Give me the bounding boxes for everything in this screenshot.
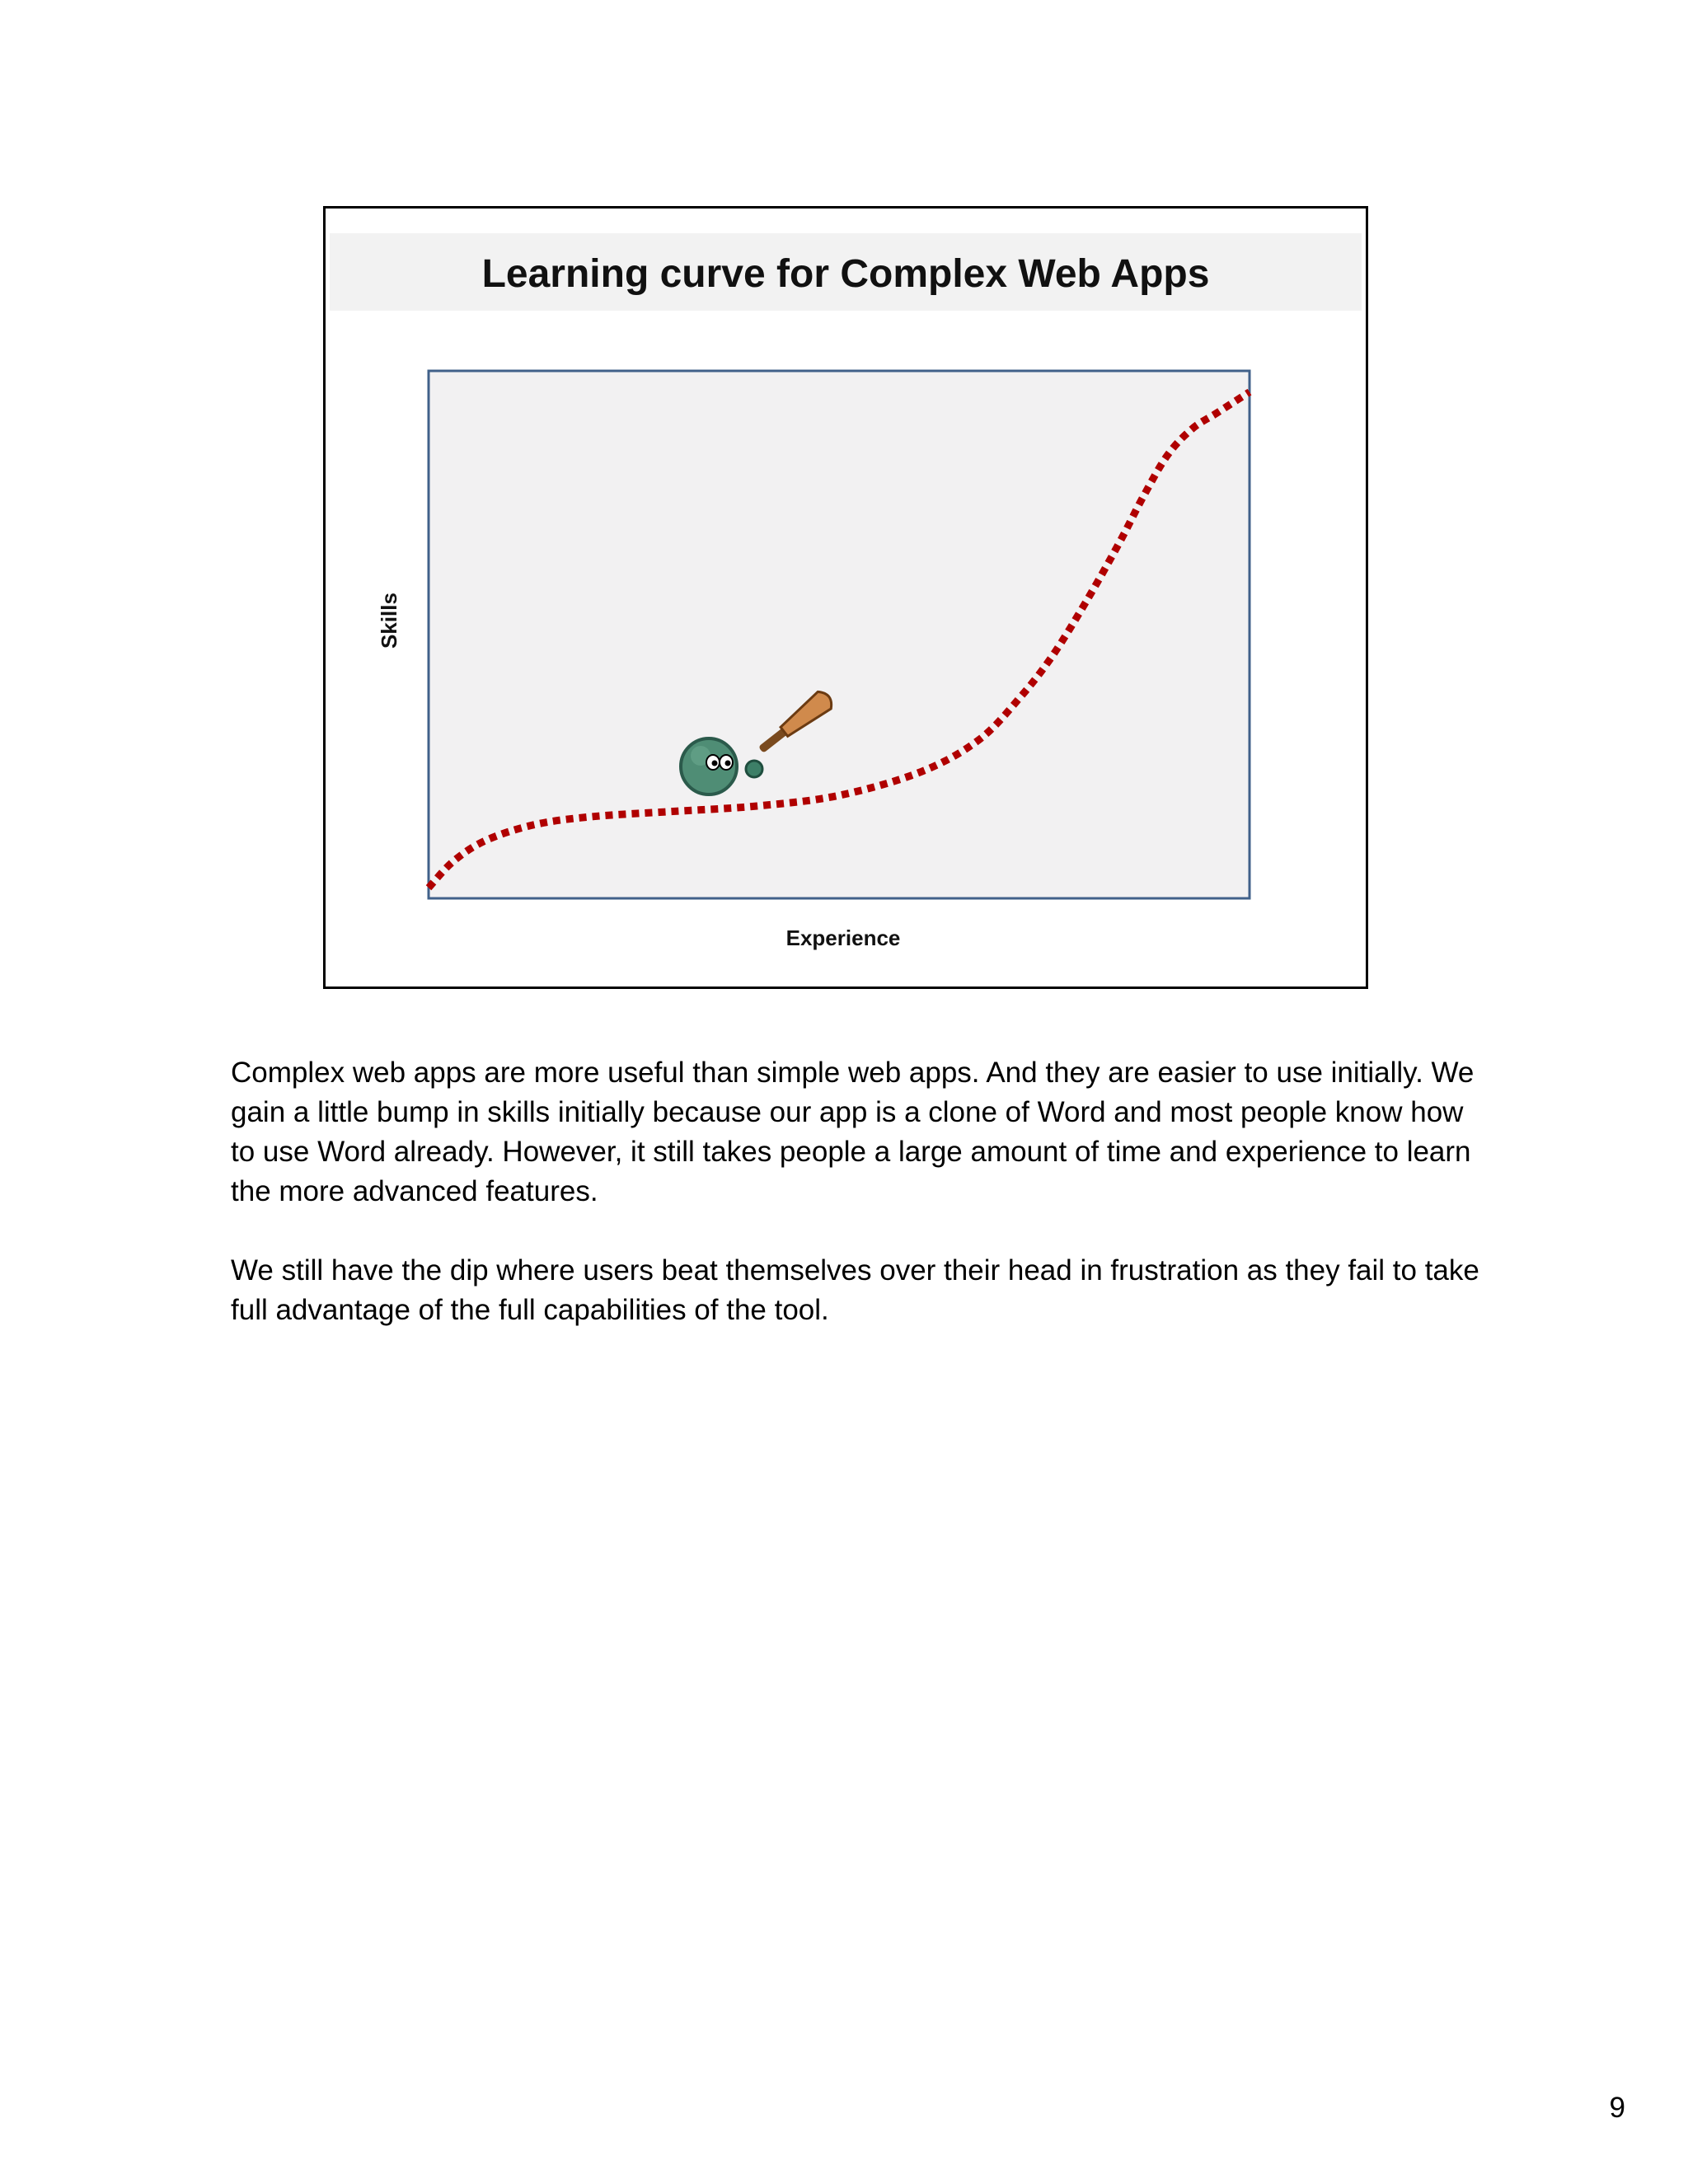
- slide-image: [323, 206, 1368, 989]
- chart-title: Learning curve for Complex Web Apps: [481, 252, 1210, 296]
- notes-paragraph-2: We still have the dip where users beat themselves over their head in frustration as they fail to take full advantage of the full capabilities of the tool.: [231, 1254, 1479, 1326]
- x-axis-label: Experience: [785, 926, 901, 950]
- learning-curve-chart: [326, 209, 1366, 987]
- plot-area: [429, 371, 1250, 898]
- page-number: 9: [1609, 2092, 1625, 2124]
- notes-paragraph-1: Complex web apps are more useful than simple web apps. And they are easier to use initially. We gain a little bump in skills initially because our app is a clone of Word and most people know how to use Word already. However, it still takes people a large amount of time and experience to learn the more advanced features.: [231, 1057, 1475, 1207]
- speaker-notes: [231, 1053, 1484, 1370]
- y-axis-label: Skills: [377, 593, 401, 649]
